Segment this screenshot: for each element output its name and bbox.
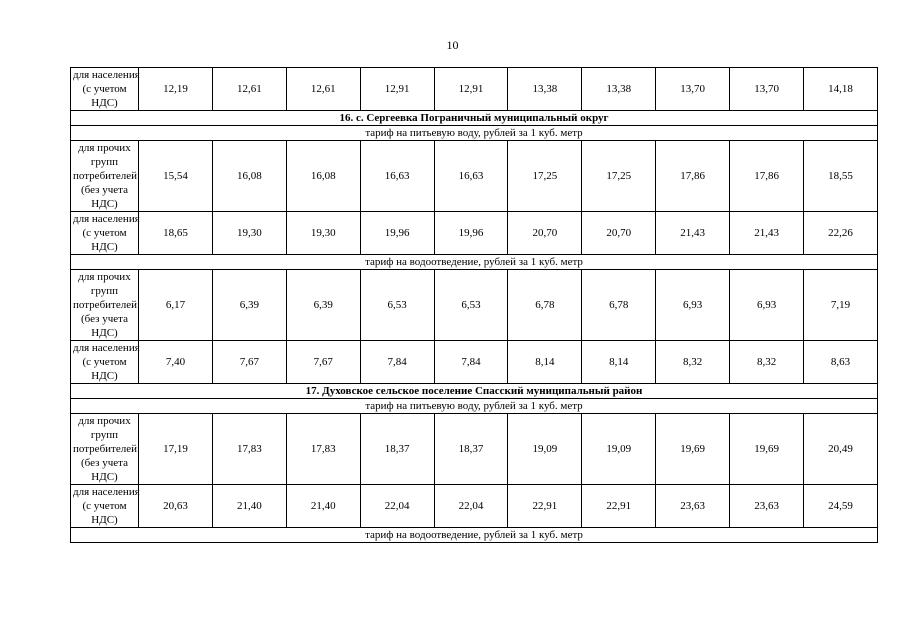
tariff-value: 22,04 (360, 485, 434, 528)
tariff-value: 7,67 (286, 341, 360, 384)
row-label-line: потребителей (73, 299, 137, 311)
tariff-value: 6,39 (286, 270, 360, 341)
tariff-value: 22,26 (804, 212, 878, 255)
tariff-value: 7,67 (212, 341, 286, 384)
row-label-line: НДС) (91, 241, 118, 253)
tariff-value: 7,84 (360, 341, 434, 384)
tariff-value: 22,91 (508, 485, 582, 528)
tariff-value: 13,70 (656, 68, 730, 111)
row-label-line: (с учетом (82, 500, 127, 512)
tariff-value: 19,30 (212, 212, 286, 255)
table-row (71, 485, 878, 528)
row-label-line: для прочих (78, 415, 131, 427)
tariff-value: 23,63 (730, 485, 804, 528)
tariff-value: 6,53 (360, 270, 434, 341)
row-label-line: НДС) (91, 327, 118, 339)
tariff-value: 16,63 (360, 141, 434, 212)
tariff-value: 8,63 (804, 341, 878, 384)
tariff-value: 24,59 (804, 485, 878, 528)
tariff-value: 19,69 (656, 414, 730, 485)
row-label (71, 341, 139, 384)
tariff-value: 6,17 (139, 270, 213, 341)
table-row (71, 68, 878, 111)
tariff-value: 20,70 (582, 212, 656, 255)
row-label (71, 414, 139, 485)
section-title: 17. Духовское сельское поселение Спасский муниципальный район (71, 384, 878, 399)
tariff-value: 8,32 (730, 341, 804, 384)
sub-header-row (71, 399, 878, 414)
row-label-line: для населения (73, 486, 140, 498)
tariff-value: 6,39 (212, 270, 286, 341)
row-label-line: для прочих (78, 271, 131, 283)
tariff-value: 7,84 (434, 341, 508, 384)
tariff-value: 14,18 (804, 68, 878, 111)
tariff-value: 8,14 (508, 341, 582, 384)
row-label (71, 141, 139, 212)
row-label-line: (с учетом (82, 227, 127, 239)
tariff-value: 18,37 (434, 414, 508, 485)
row-label-line: потребителей (73, 170, 137, 182)
tariff-value: 18,65 (139, 212, 213, 255)
tariff-value: 18,55 (804, 141, 878, 212)
row-label (71, 68, 139, 111)
tariff-value: 13,38 (508, 68, 582, 111)
tariff-value: 8,32 (656, 341, 730, 384)
tariff-value: 6,78 (582, 270, 656, 341)
tariff-table (70, 67, 878, 543)
tariff-value: 21,40 (212, 485, 286, 528)
row-label-line: (без учета (81, 313, 128, 325)
tariff-value: 17,25 (582, 141, 656, 212)
tariff-type-label: тариф на питьевую воду, рублей за 1 куб. метр (71, 399, 878, 414)
table-row (71, 212, 878, 255)
row-label-line: (без учета (81, 184, 128, 196)
tariff-value: 13,38 (582, 68, 656, 111)
tariff-value: 16,08 (212, 141, 286, 212)
row-label-line: групп (90, 156, 119, 168)
tariff-value: 13,70 (730, 68, 804, 111)
row-label-line: для населения (73, 69, 140, 81)
tariff-type-label: тариф на водоотведение, рублей за 1 куб. метр (71, 255, 878, 270)
tariff-value: 12,61 (286, 68, 360, 111)
tariff-value: 17,86 (656, 141, 730, 212)
row-label-line: НДС) (91, 198, 118, 210)
tariff-value: 6,78 (508, 270, 582, 341)
tariff-value: 21,43 (656, 212, 730, 255)
row-label-line: НДС) (91, 514, 118, 526)
tariff-value: 17,83 (286, 414, 360, 485)
tariff-value: 23,63 (656, 485, 730, 528)
tariff-value: 19,09 (508, 414, 582, 485)
tariff-type-label: тариф на водоотведение, рублей за 1 куб. метр (71, 528, 878, 543)
tariff-value: 17,19 (139, 414, 213, 485)
row-label-line: (без учета (81, 457, 128, 469)
table-row (71, 414, 878, 485)
row-label-line: для населения (73, 213, 140, 225)
table-row (71, 141, 878, 212)
page-number: 10 (446, 38, 459, 52)
tariff-table-body (71, 68, 878, 543)
tariff-value: 6,93 (656, 270, 730, 341)
row-label-line: НДС) (91, 471, 118, 483)
row-label-line: (с учетом (82, 356, 127, 368)
sub-header-row (71, 528, 878, 543)
tariff-value: 20,70 (508, 212, 582, 255)
tariff-value: 12,19 (139, 68, 213, 111)
tariff-value: 20,63 (139, 485, 213, 528)
table-row (71, 270, 878, 341)
tariff-type-label: тариф на питьевую воду, рублей за 1 куб. метр (71, 126, 878, 141)
tariff-value: 19,30 (286, 212, 360, 255)
tariff-value: 7,40 (139, 341, 213, 384)
tariff-value: 12,61 (212, 68, 286, 111)
sub-header-row (71, 126, 878, 141)
tariff-value: 15,54 (139, 141, 213, 212)
tariff-value: 16,63 (434, 141, 508, 212)
tariff-value: 7,19 (804, 270, 878, 341)
sub-header-row (71, 255, 878, 270)
row-label-line: для прочих (78, 142, 131, 154)
tariff-value: 18,37 (360, 414, 434, 485)
row-label-line: (с учетом (82, 83, 127, 95)
tariff-value: 12,91 (360, 68, 434, 111)
tariff-value: 8,14 (582, 341, 656, 384)
tariff-value: 19,96 (360, 212, 434, 255)
tariff-value: 20,49 (804, 414, 878, 485)
tariff-value: 6,93 (730, 270, 804, 341)
tariff-value: 17,83 (212, 414, 286, 485)
row-label-line: НДС) (91, 370, 118, 382)
table-row (71, 341, 878, 384)
section-header-row (71, 111, 878, 126)
tariff-value: 12,91 (434, 68, 508, 111)
tariff-value: 22,91 (582, 485, 656, 528)
row-label (71, 485, 139, 528)
row-label (71, 212, 139, 255)
section-title: 16. с. Сергеевка Пограничный муниципальный округ (71, 111, 878, 126)
row-label (71, 270, 139, 341)
tariff-value: 22,04 (434, 485, 508, 528)
row-label-line: НДС) (91, 97, 118, 109)
section-header-row (71, 384, 878, 399)
row-label-line: групп (90, 429, 119, 441)
row-label-line: для населения (73, 342, 140, 354)
tariff-value: 17,86 (730, 141, 804, 212)
tariff-value: 19,09 (582, 414, 656, 485)
row-label-line: групп (90, 285, 119, 297)
tariff-value: 6,53 (434, 270, 508, 341)
tariff-value: 16,08 (286, 141, 360, 212)
tariff-value: 17,25 (508, 141, 582, 212)
tariff-value: 21,43 (730, 212, 804, 255)
tariff-value: 19,69 (730, 414, 804, 485)
row-label-line: потребителей (73, 443, 137, 455)
tariff-value: 19,96 (434, 212, 508, 255)
tariff-value: 21,40 (286, 485, 360, 528)
